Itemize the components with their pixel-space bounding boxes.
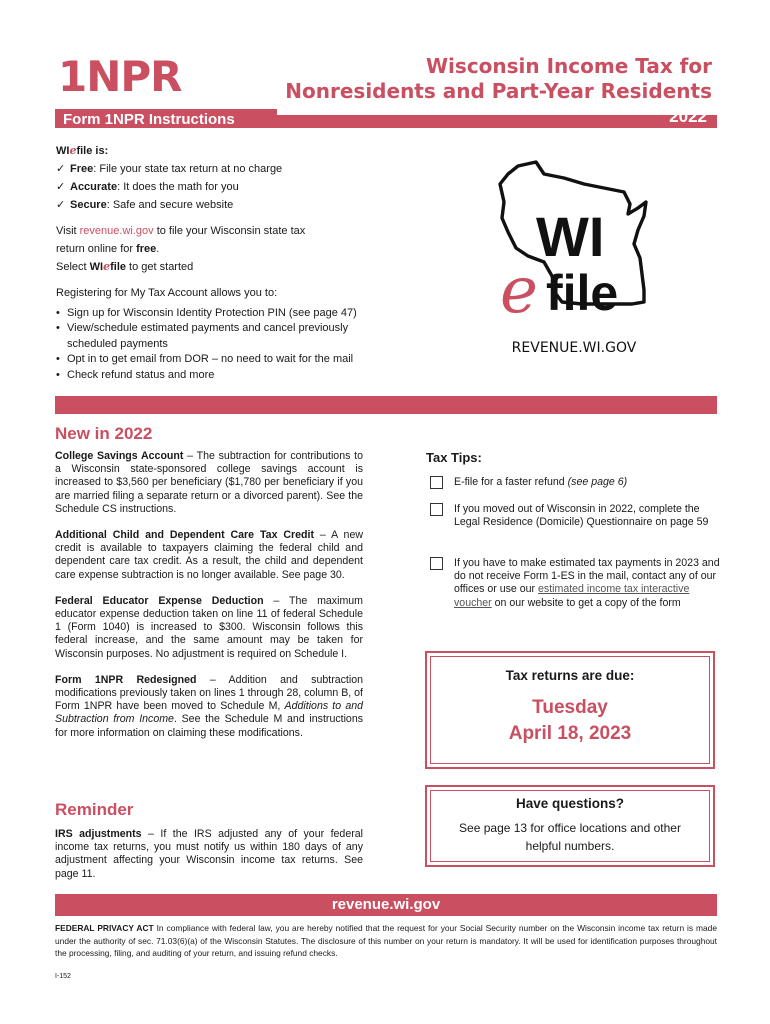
efile-heading: WIefile is: xyxy=(56,144,109,157)
new-item-educator-expense: Federal Educator Expense Deduction – The maximum educator expense deduction taken on line 11 of federal Schedule 1 (Form 1040) is increased to $300. Wisconsin follows this federal increase, and the same amount may be taken for Wisconsin purposes. No adjustment is required on Schedule I. xyxy=(55,594,363,660)
title-line-2: Nonresidents and Part-Year Residents xyxy=(285,79,712,103)
tip-checkbox[interactable] xyxy=(430,557,443,570)
efile-intro xyxy=(56,142,282,214)
page-title xyxy=(285,54,712,104)
efile-brand-inline: WIefile xyxy=(89,260,126,273)
header-bar-year: 2022 xyxy=(669,107,707,126)
efile-checklist xyxy=(56,160,282,214)
header-bar-label: Form 1NPR Instructions xyxy=(63,111,235,128)
check-item: ✓ Free: File your state tax return at no charge xyxy=(56,160,282,178)
new-in-title: New in 2022 xyxy=(55,424,153,443)
header-bar-notch xyxy=(277,109,717,115)
header-bar xyxy=(55,109,717,128)
wi-efile-logo xyxy=(478,152,678,362)
questions-text: See page 13 for office locations and other helpful numbers. xyxy=(459,821,681,853)
logo-wi-text: WI xyxy=(536,205,605,268)
new-item-college-savings: College Savings Account – The subtraction for contributions to a Wisconsin state-sponsored college savings account is increased to $3,560 per beneficiary ($1,780 per beneficiary if you are married filing a separate return or a divorced parent). See the Schedule CS instructions. xyxy=(55,450,363,515)
list-item: • Opt in to get email from DOR – no need to wait for the mail xyxy=(56,352,386,368)
reminder-title: Reminder xyxy=(55,800,134,819)
form-code: I-152 xyxy=(55,973,71,980)
due-label: Tax returns are due: xyxy=(505,668,635,683)
form-number: 1NPR xyxy=(58,52,182,101)
check-item: ✓ Secure: Safe and secure website xyxy=(56,196,282,214)
tip-item-moved: If you moved out of Wisconsin in 2022, complete the Legal Residence (Domicile) Questionnaire on page 59 xyxy=(430,503,720,545)
questions-label: Have questions? xyxy=(515,796,625,811)
efile-brand: WIefile xyxy=(56,144,93,157)
list-item: • Check refund status and more xyxy=(56,368,386,384)
privacy-act-notice: FEDERAL PRIVACY ACT In compliance with federal law, you are hereby notified that the request for your Social Security number on the Wisconsin income tax return is made under the authority of sec. 71.03(6)(a) of the Wisconsin Statutes. The disclosure of this number on your return is mandatory. It will be used for identification purposes throughout the processing, filing, and auditing of your return, and issuing refund checks. xyxy=(55,923,718,958)
tip-item-estimated: If you have to make estimated tax payments in 2023 and do not receive Form 1-ES in the mail, contact any of our offices or use our estimated income tax interactive voucher on our website to get a copy of the form xyxy=(430,557,720,627)
registering-section xyxy=(56,286,386,383)
due-day: Tuesday April 18, 2023 xyxy=(508,697,632,744)
registering-intro: Registering for My Tax Account allows you to: xyxy=(56,287,278,299)
due-date-box xyxy=(425,651,715,769)
tax-tips-title: Tax Tips: xyxy=(426,450,482,465)
revenue-link[interactable]: revenue.wi.gov xyxy=(79,225,154,237)
reminder-content: IRS adjustments – If the IRS adjusted any of your federal income tax returns, you must notify us within 180 days of any adjustment affecting your Wisconsin income tax returns. See page 11. xyxy=(55,828,363,880)
questions-box xyxy=(425,785,715,867)
list-item: • Sign up for Wisconsin Identity Protection PIN (see page 47) xyxy=(56,306,386,322)
new-item-dependent-care: Additional Child and Dependent Care Tax Credit – A new credit is available to taxpayers claiming the federal child and dependent care tax credit. As a result, the child and dependent care expense subtraction is no longer available. See page 30. xyxy=(55,529,363,581)
logo-file-text: file xyxy=(546,265,619,321)
list-item: • View/schedule estimated payments and cancel previously scheduled payments xyxy=(56,321,386,352)
logo-url-text: REVENUE.WI.GOV xyxy=(511,340,637,356)
check-item: ✓ Accurate: It does the math for you xyxy=(56,178,282,196)
new-in-content xyxy=(55,450,363,753)
new-item-form-redesigned: Form 1NPR Redesigned – Addition and subtraction modifications previously taken on lines 1 through 28, column B, of Form 1NPR have been moved to Schedule M, Additions to and Subtraction from Income. See the Schedule M and instructions for more information on claiming these modifications. xyxy=(55,673,364,739)
tip-checkbox[interactable] xyxy=(430,503,443,516)
estimated-voucher-link[interactable]: estimated income tax interactive voucher xyxy=(454,583,690,609)
visit-text: Visit revenue.wi.gov to file your Wisconsin state tax return online for free. Select WIefile to get started xyxy=(56,225,306,273)
title-line-1: Wisconsin Income Tax for xyxy=(426,54,712,78)
section-divider-bar xyxy=(55,396,717,414)
logo-e-text: e xyxy=(500,254,538,328)
tip-checkbox[interactable] xyxy=(430,476,443,489)
tip-item-efile: E-file for a faster refund (see page 6) xyxy=(430,476,720,492)
registering-list xyxy=(56,306,386,384)
footer-url-bar[interactable]: revenue.wi.gov xyxy=(55,894,717,916)
